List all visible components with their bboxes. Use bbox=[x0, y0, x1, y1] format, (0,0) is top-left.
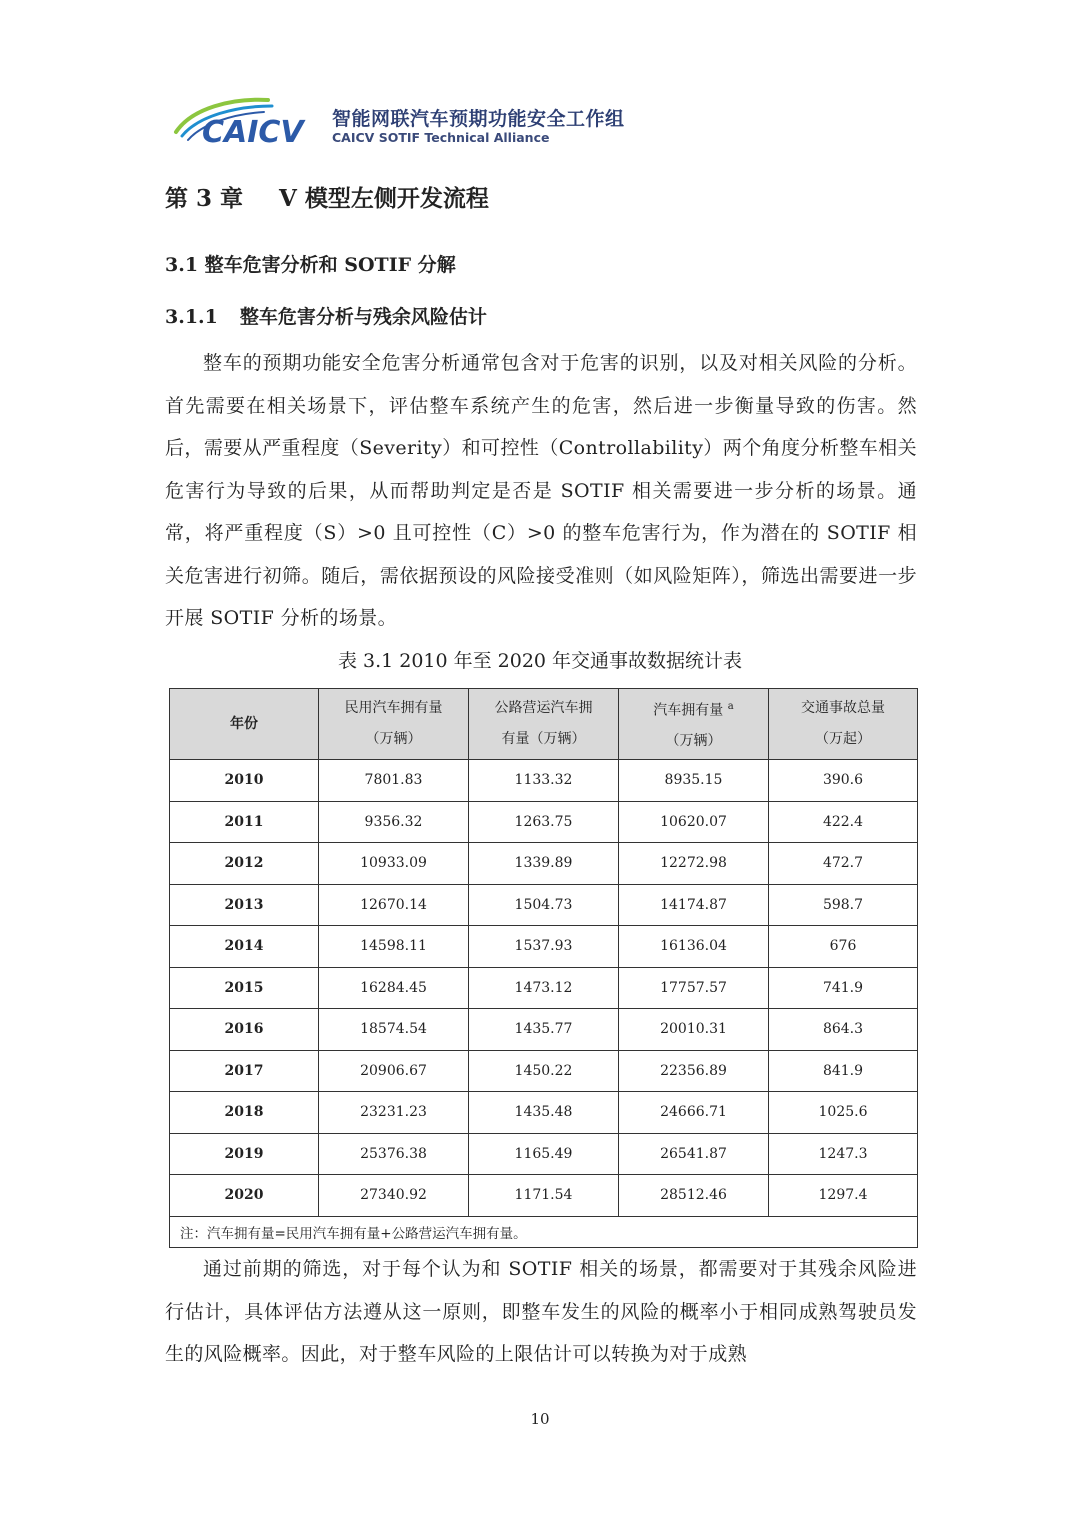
cell-road: 1435.77 bbox=[469, 1009, 619, 1051]
cell-road: 1435.48 bbox=[469, 1092, 619, 1134]
subsection-name: 整车危害分析与残余风险估计 bbox=[239, 306, 487, 328]
org-logo bbox=[172, 92, 692, 152]
cell-total: 17757.57 bbox=[619, 967, 769, 1009]
cell-road: 1133.32 bbox=[469, 760, 619, 802]
subsection-title bbox=[165, 302, 487, 329]
table-header-row bbox=[170, 689, 918, 760]
cell-total: 28512.46 bbox=[619, 1175, 769, 1217]
cell-year: 2011 bbox=[170, 801, 319, 843]
cell-year: 2013 bbox=[170, 884, 319, 926]
table-row bbox=[170, 884, 918, 926]
cell-year: 2010 bbox=[170, 760, 319, 802]
cell-year: 2019 bbox=[170, 1133, 319, 1175]
header-total-line1 bbox=[619, 691, 768, 727]
table-row bbox=[170, 1092, 918, 1134]
cell-total: 24666.71 bbox=[619, 1092, 769, 1134]
cell-civil: 27340.92 bbox=[319, 1175, 469, 1217]
cell-accidents: 1247.3 bbox=[769, 1133, 918, 1175]
cell-civil: 20906.67 bbox=[319, 1050, 469, 1092]
cell-accidents: 1297.4 bbox=[769, 1175, 918, 1217]
cell-accidents: 676 bbox=[769, 926, 918, 968]
subsection-number: 3.1.1 bbox=[165, 306, 218, 328]
caicv-logo-icon bbox=[172, 92, 332, 152]
cell-civil: 25376.38 bbox=[319, 1133, 469, 1175]
header-total-text: 汽车拥有量 bbox=[653, 702, 724, 719]
table-row bbox=[170, 967, 918, 1009]
cell-accidents: 422.4 bbox=[769, 801, 918, 843]
cell-total: 10620.07 bbox=[619, 801, 769, 843]
cell-total: 8935.15 bbox=[619, 760, 769, 802]
chapter-title bbox=[165, 180, 489, 213]
cell-total: 20010.31 bbox=[619, 1009, 769, 1051]
cell-accidents: 741.9 bbox=[769, 967, 918, 1009]
cell-road: 1165.49 bbox=[469, 1133, 619, 1175]
chapter-number: 第 3 章 bbox=[165, 185, 244, 212]
cell-civil: 23231.23 bbox=[319, 1092, 469, 1134]
table-row bbox=[170, 926, 918, 968]
header-road-line2: 有量（万辆） bbox=[501, 731, 586, 747]
cell-accidents: 472.7 bbox=[769, 843, 918, 885]
cell-year: 2015 bbox=[170, 967, 319, 1009]
page-number: 10 bbox=[530, 1410, 550, 1428]
table-row bbox=[170, 1009, 918, 1051]
cell-road: 1339.89 bbox=[469, 843, 619, 885]
cell-road: 1537.93 bbox=[469, 926, 619, 968]
cell-civil: 7801.83 bbox=[319, 760, 469, 802]
cell-accidents: 390.6 bbox=[769, 760, 918, 802]
table-row bbox=[170, 801, 918, 843]
header-total-footnote-mark: a bbox=[727, 700, 734, 712]
org-name-en: CAICV SOTIF Technical Alliance bbox=[332, 130, 550, 145]
header-civil-line1: 民用汽车拥有量 bbox=[344, 700, 443, 716]
cell-year: 2016 bbox=[170, 1009, 319, 1051]
table-note: 注：汽车拥有量=民用汽车拥有量+公路营运汽车拥有量。 bbox=[170, 1216, 918, 1247]
cell-year: 2014 bbox=[170, 926, 319, 968]
header-total bbox=[619, 689, 769, 760]
cell-road: 1171.54 bbox=[469, 1175, 619, 1217]
body-paragraph-1: 整车的预期功能安全危害分析通常包含对于危害的识别，以及对相关风险的分析。首先需要在相关场景下，评估整车系统产生的危害，然后进一步衡量导致的伤害。然后，需要从严重程度（Severity）和可控性（Controllability）两个角度分析整车相关危害行为导致的后果，从而帮助判定是否是 SOTIF 相关需要进一步分析的场景。通常，将严重程度（S）>0 且可控性（C）>0 的整车危害行为，作为潜在的 SOTIF 相关危害进行初筛。随后，需依据预设的风险接受准则（如风险矩阵），筛选出需要进一步开展 SOTIF 分析的场景。 bbox=[165, 352, 917, 629]
cell-accidents: 864.3 bbox=[769, 1009, 918, 1051]
cell-year: 2020 bbox=[170, 1175, 319, 1217]
header-civil bbox=[319, 689, 469, 760]
cell-year: 2017 bbox=[170, 1050, 319, 1092]
cell-year: 2018 bbox=[170, 1092, 319, 1134]
cell-total: 26541.87 bbox=[619, 1133, 769, 1175]
header-accidents bbox=[769, 689, 918, 760]
table-row bbox=[170, 760, 918, 802]
cell-accidents: 841.9 bbox=[769, 1050, 918, 1092]
cell-road: 1450.22 bbox=[469, 1050, 619, 1092]
cell-total: 22356.89 bbox=[619, 1050, 769, 1092]
table-row bbox=[170, 1050, 918, 1092]
cell-total: 14174.87 bbox=[619, 884, 769, 926]
cell-accidents: 598.7 bbox=[769, 884, 918, 926]
body-paragraph-2: 通过前期的筛选，对于每个认为和 SOTIF 相关的场景，都需要对于其残余风险进行估计，具体评估方法遵从这一原则，即整车发生的风险的概率小于相同成熟驾驶员发生的风险概率。因此，对于整车风险的上限估计可以转换为对于成熟 bbox=[165, 1258, 917, 1365]
cell-year: 2012 bbox=[170, 843, 319, 885]
logo-wordmark: CAICV bbox=[202, 115, 304, 150]
cell-road: 1473.12 bbox=[469, 967, 619, 1009]
cell-road: 1504.73 bbox=[469, 884, 619, 926]
cell-civil: 9356.32 bbox=[319, 801, 469, 843]
cell-civil: 10933.09 bbox=[319, 843, 469, 885]
cell-total: 12272.98 bbox=[619, 843, 769, 885]
chapter-name: V 模型左侧开发流程 bbox=[279, 185, 489, 212]
header-accidents-line1: 交通事故总量 bbox=[801, 700, 885, 716]
header-total-line2: （万辆） bbox=[665, 733, 722, 750]
table-row bbox=[170, 1133, 918, 1175]
cell-accidents: 1025.6 bbox=[769, 1092, 918, 1134]
cell-total: 16136.04 bbox=[619, 926, 769, 968]
table-row bbox=[170, 1175, 918, 1217]
table-note-row bbox=[170, 1216, 918, 1247]
cell-civil: 14598.11 bbox=[319, 926, 469, 968]
traffic-accident-table bbox=[169, 688, 918, 1248]
header-year: 年份 bbox=[170, 689, 319, 760]
table-row bbox=[170, 843, 918, 885]
table-caption: 表 3.1 2010 年至 2020 年交通事故数据统计表 bbox=[337, 650, 743, 672]
cell-civil: 12670.14 bbox=[319, 884, 469, 926]
header-civil-line2: （万辆） bbox=[365, 731, 422, 747]
section-title: 3.1 整车危害分析和 SOTIF 分解 bbox=[165, 254, 456, 276]
header-road-line1: 公路营运汽车拥 bbox=[494, 700, 593, 716]
header-road bbox=[469, 689, 619, 760]
header-accidents-line2: （万起） bbox=[815, 731, 871, 747]
org-name-cn: 智能网联汽车预期功能安全工作组 bbox=[332, 108, 625, 130]
cell-road: 1263.75 bbox=[469, 801, 619, 843]
cell-civil: 16284.45 bbox=[319, 967, 469, 1009]
cell-civil: 18574.54 bbox=[319, 1009, 469, 1051]
